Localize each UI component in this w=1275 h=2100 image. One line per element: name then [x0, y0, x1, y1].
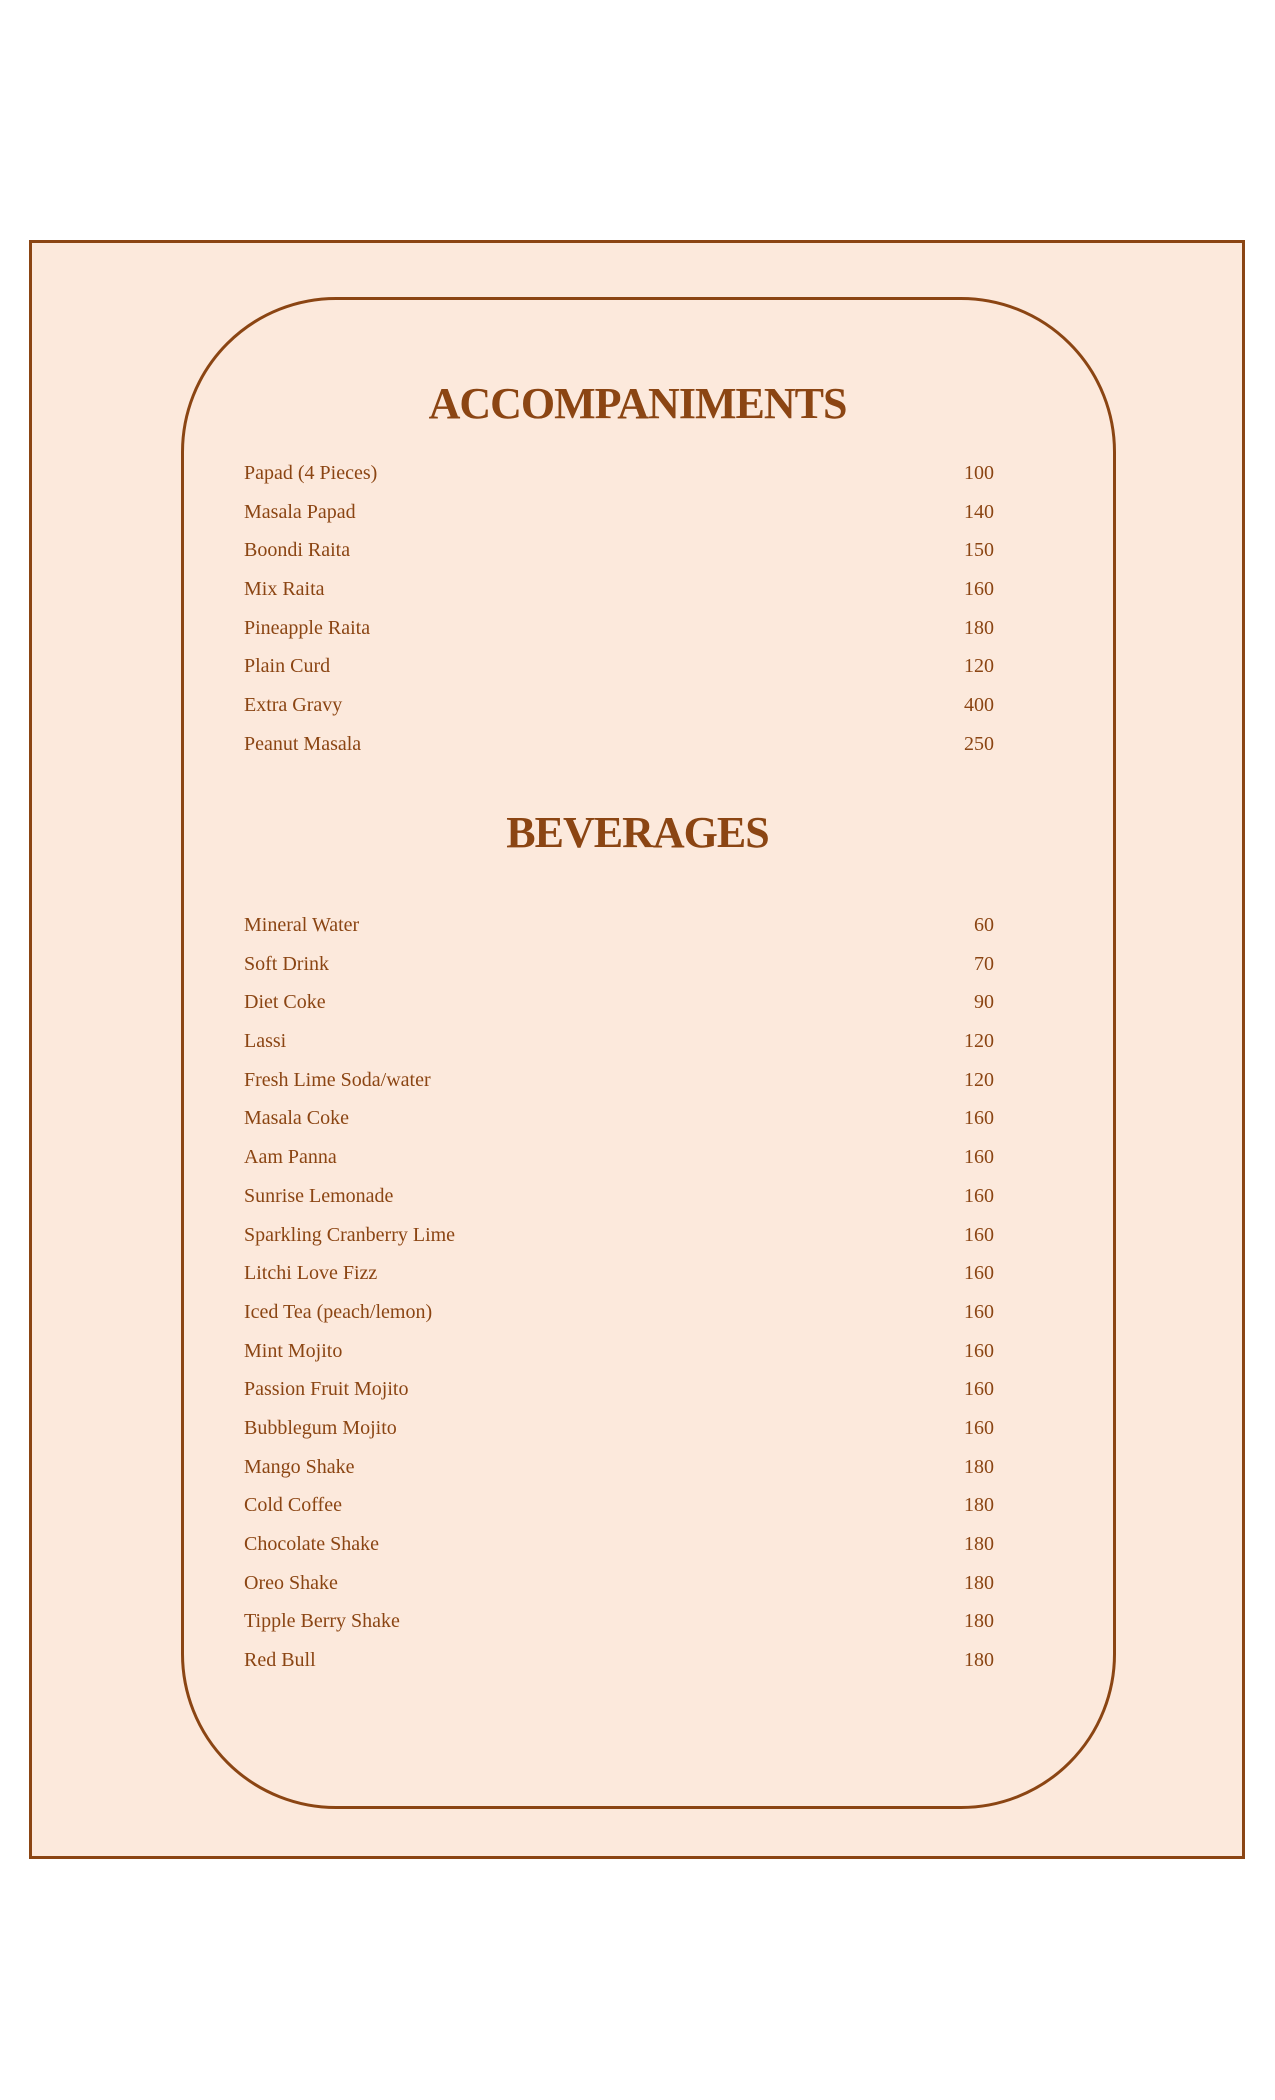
menu-item-name: Mix Raita	[244, 578, 325, 601]
menu-item	[244, 1409, 994, 1448]
menu-item-name: Chocolate Shake	[244, 1533, 379, 1555]
menu-item	[244, 1099, 994, 1138]
menu-item	[244, 983, 994, 1022]
menu-item	[244, 1525, 994, 1564]
menu-item-name: Diet Coke	[244, 991, 326, 1014]
menu-item	[244, 1602, 994, 1641]
menu-item-name: Litchi Love Fizz	[244, 1262, 378, 1285]
menu-item	[244, 1564, 994, 1603]
menu-item-price: 160	[964, 1339, 994, 1362]
menu-item-name: Oreo Shake	[244, 1571, 338, 1594]
menu-item-name: Passion Fruit Mojito	[244, 1378, 409, 1401]
menu-item-price: 160	[964, 1184, 994, 1207]
menu-item-price: 160	[964, 1146, 994, 1169]
menu-item	[244, 1486, 994, 1525]
menu-item-price: 90	[974, 991, 994, 1014]
menu-item-price: 180	[964, 1649, 994, 1672]
menu-item-name: Boondi Raita	[244, 539, 351, 562]
menu-item-name: Fresh Lime Soda/water	[244, 1068, 431, 1091]
menu-item	[244, 454, 994, 493]
menu-item	[244, 493, 994, 532]
menu-item-name: Plain Curd	[244, 655, 331, 678]
menu-item-name: Mineral Water	[244, 914, 360, 936]
menu-item	[244, 906, 994, 945]
menu-item-name: Mango Shake	[244, 1455, 355, 1478]
menu-item-name: Extra Gravy	[244, 694, 343, 717]
menu-item-price: 180	[964, 1494, 994, 1517]
menu-item	[244, 570, 994, 609]
menu-item	[244, 647, 994, 686]
menu-item-price: 60	[974, 914, 994, 936]
menu-item	[244, 686, 994, 725]
menu-item-name: Sparkling Cranberry Lime	[244, 1223, 456, 1246]
menu-item	[244, 945, 994, 984]
menu-item-price: 160	[964, 578, 994, 601]
menu-item	[244, 1254, 994, 1293]
menu-item-name: Iced Tea (peach/lemon)	[244, 1300, 433, 1323]
menu-item-price: 160	[964, 1416, 994, 1439]
menu-item-price: 400	[964, 694, 994, 717]
menu-item-price: 250	[964, 732, 994, 755]
menu-item-name: Lassi	[244, 1030, 287, 1053]
menu-item-price: 120	[964, 1068, 994, 1091]
menu-item-price: 180	[964, 1455, 994, 1478]
menu-item-name: Masala Coke	[244, 1107, 349, 1130]
menu-item	[244, 1332, 994, 1371]
accompaniments-list	[244, 454, 994, 764]
menu-item-price: 70	[974, 952, 994, 975]
section-title-beverages: BEVERAGES	[506, 808, 769, 857]
menu-item-price: 160	[964, 1262, 994, 1285]
menu-item	[244, 1061, 994, 1100]
menu-item-name: Masala Papad	[244, 500, 356, 523]
menu-item-price: 180	[964, 1571, 994, 1594]
beverages-list	[244, 906, 994, 1680]
menu-item-price: 160	[964, 1378, 994, 1401]
menu-item	[244, 1138, 994, 1177]
menu-item	[244, 1641, 994, 1680]
menu-item	[244, 609, 994, 648]
menu-item-price: 100	[964, 462, 994, 484]
menu-item	[244, 1022, 994, 1061]
menu-item-price: 150	[964, 539, 994, 562]
section-title-accompaniments: ACCOMPANIMENTS	[428, 379, 847, 428]
menu-item	[244, 1216, 994, 1255]
menu-item-name: Aam Panna	[244, 1146, 337, 1169]
menu-item-name: Soft Drink	[244, 952, 329, 975]
menu-item	[244, 1293, 994, 1332]
menu-item-price: 180	[964, 616, 994, 639]
menu-item-price: 160	[964, 1223, 994, 1246]
menu-item-name: Bubblegum Mojito	[244, 1416, 397, 1439]
menu-item-name: Mint Mojito	[244, 1339, 343, 1362]
menu-item	[244, 1370, 994, 1409]
menu-item-price: 160	[964, 1107, 994, 1130]
menu-item-price: 140	[964, 500, 994, 523]
menu-item-name: Tipple Berry Shake	[244, 1610, 400, 1633]
menu-item-price: 180	[964, 1610, 994, 1633]
menu-item-price: 120	[964, 655, 994, 678]
menu-item-name: Red Bull	[244, 1649, 316, 1672]
menu-item	[244, 725, 994, 764]
menu-item-price: 180	[964, 1533, 994, 1555]
menu-item	[244, 531, 994, 570]
menu-item-name: Pineapple Raita	[244, 616, 371, 639]
menu-item-name: Papad (4 Pieces)	[244, 462, 378, 484]
menu-item	[244, 1177, 994, 1216]
menu-item-price: 120	[964, 1030, 994, 1053]
menu-item-name: Sunrise Lemonade	[244, 1184, 394, 1207]
menu-item-price: 160	[964, 1300, 994, 1323]
menu-item	[244, 1448, 994, 1487]
menu-item-name: Peanut Masala	[244, 732, 362, 755]
menu-item-name: Cold Coffee	[244, 1494, 342, 1517]
